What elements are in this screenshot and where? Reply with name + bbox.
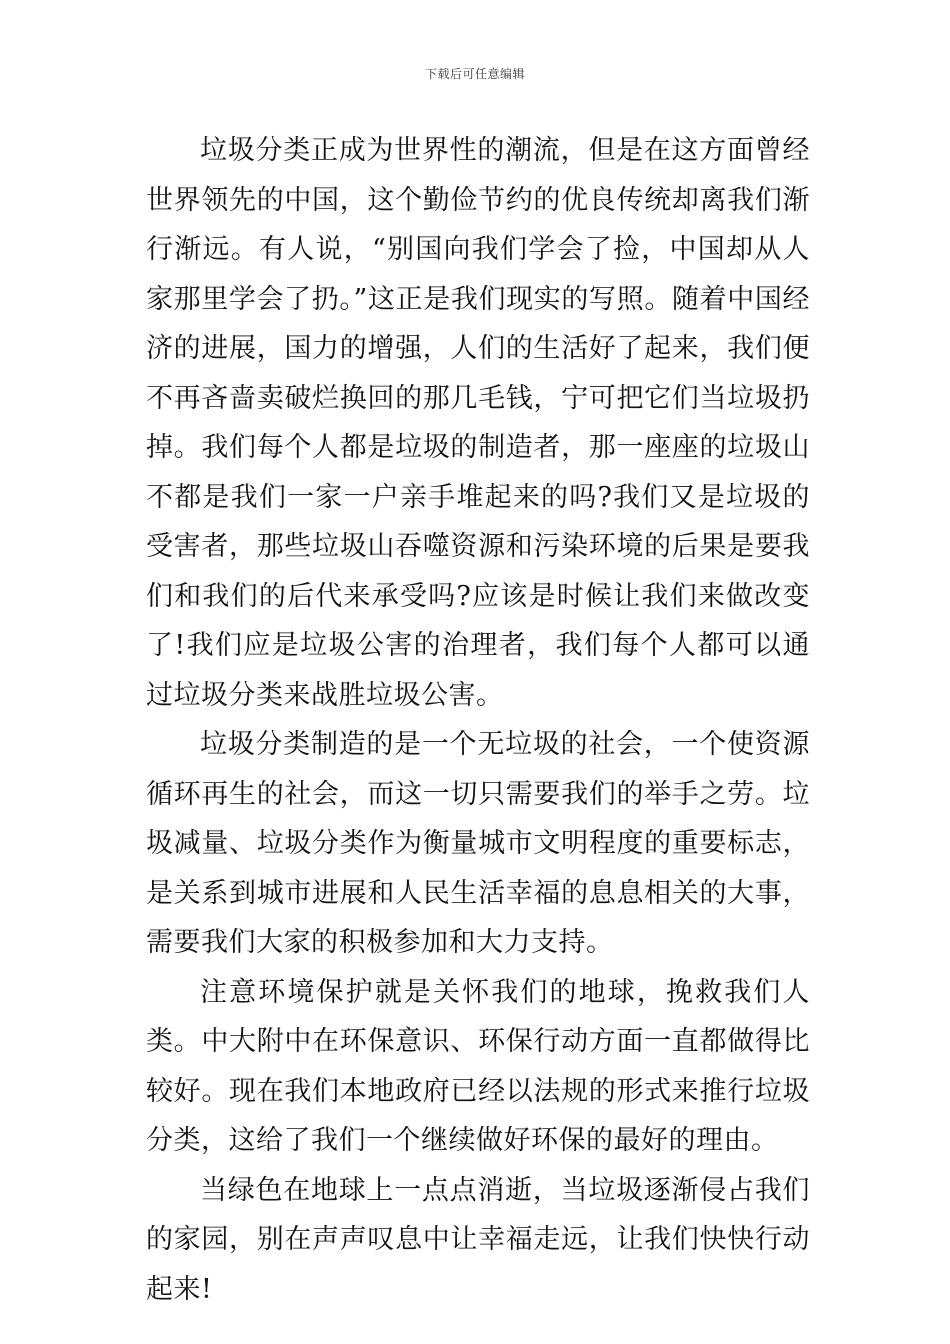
page-header-note: 下载后可任意编辑 [424,67,525,81]
paragraph-3: 注意环境保护就是关怀我们的地球，挽救我们人类。中大附中在环保意识、环保行动方面一直都做得比较好。现在我们本地政府已经以法规的形式来推行垃圾分类，这给了我们一个继续做好环保的最好的理由。 [146,976,810,1156]
document-body [146,126,810,1314]
paragraph-2: 垃圾分类制造的是一个无垃圾的社会，一个使资源循环再生的社会，而这一切只需要我们的举手之劳。垃圾减量、垃圾分类作为衡量城市文明程度的重要标志，是关系到城市进展和人民生活幸福的息息相关的大事，需要我们大家的积极参加和大力支持。 [146,729,810,958]
paragraph-4: 当绿色在地球上一点点消逝，当垃圾逐渐侵占我们的家园，别在声声叹息中让幸福走远，让我们快快行动起来! [146,1174,810,1305]
paragraph-1: 垃圾分类正成为世界性的潮流，但是在这方面曾经世界领先的中国，这个勤俭节约的优良传统却离我们渐行渐远。有人说，“别国向我们学会了捡，中国却从人家那里学会了扔。”这正是我们现实的写照。随着中国经济的进展，国力的增强，人们的生活好了起来，我们便不再吝啬卖破烂换回的那几毛钱，宁可把它们当垃圾扔掉。我们每个人都是垃圾的制造者，那一座座的垃圾山不都是我们一家一户亲手堆起来的吗?我们又是垃圾的受害者，那些垃圾山吞噬资源和污染环境的后果是要我们和我们的后代来承受吗?应该是时候让我们来做改变了!我们应是垃圾公害的治理者，我们每个人都可以通过垃圾分类来战胜垃圾公害。 [146,135,810,711]
